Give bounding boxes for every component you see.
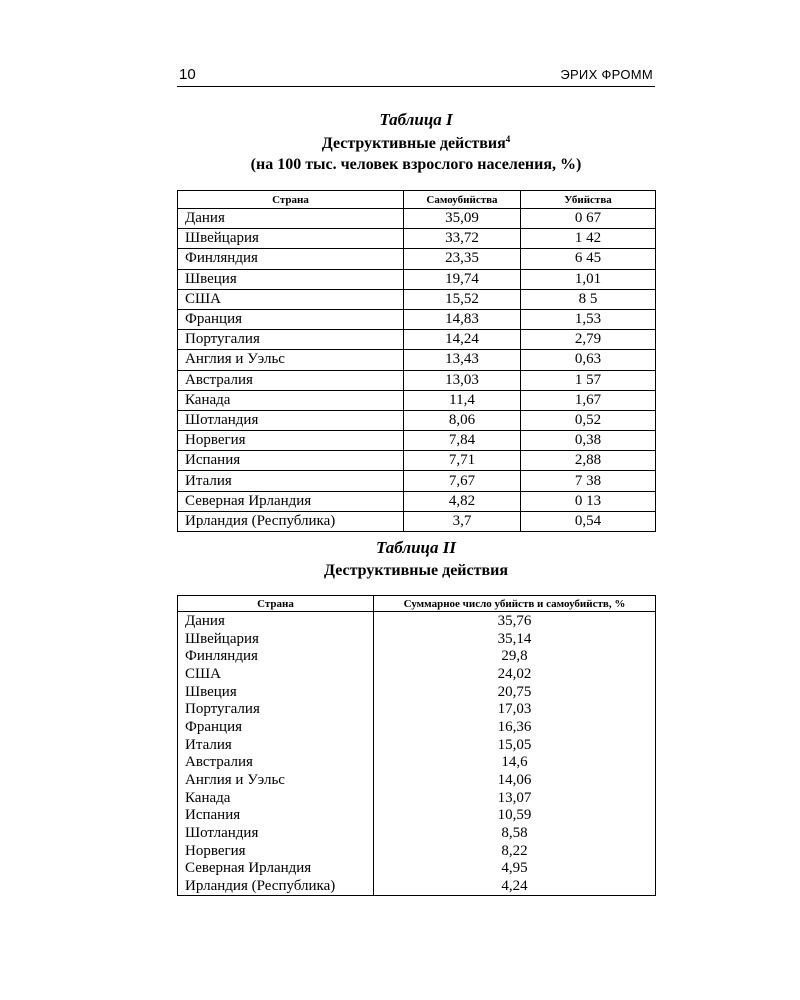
table-row bbox=[178, 269, 656, 289]
value-cell: 13,43 bbox=[404, 350, 521, 370]
table-row bbox=[178, 229, 656, 249]
value-cell: 16,36 bbox=[374, 718, 656, 736]
table1-title-text: Деструктивные действия bbox=[321, 135, 506, 152]
table-row bbox=[178, 370, 656, 390]
value-cell: 29,8 bbox=[374, 647, 656, 665]
value-cell: 7,71 bbox=[404, 451, 521, 471]
country-cell: Швеция bbox=[178, 683, 374, 701]
value-cell: 1,53 bbox=[521, 309, 656, 329]
table-row bbox=[178, 718, 656, 736]
country-cell: США bbox=[178, 665, 374, 683]
country-cell: Дания bbox=[178, 612, 374, 630]
table-row bbox=[178, 431, 656, 451]
value-cell: 4,82 bbox=[404, 491, 521, 511]
country-cell: Финляндия bbox=[178, 647, 374, 665]
table2-title: Деструктивные действия bbox=[324, 562, 508, 579]
table2-col-country: Страна bbox=[178, 596, 374, 612]
value-cell: 14,83 bbox=[404, 309, 521, 329]
value-cell: 35,09 bbox=[404, 209, 521, 229]
value-cell: 15,52 bbox=[404, 289, 521, 309]
value-cell: 33,72 bbox=[404, 229, 521, 249]
country-cell: Швейцария bbox=[178, 229, 404, 249]
page-number: 10 bbox=[179, 66, 196, 83]
country-cell: Испания bbox=[178, 807, 374, 825]
table1-label: Таблица I bbox=[379, 110, 453, 129]
table-row bbox=[178, 754, 656, 772]
country-cell: Канада bbox=[178, 789, 374, 807]
country-cell: США bbox=[178, 289, 404, 309]
footnote-mark: 4 bbox=[505, 134, 511, 144]
table1-col-homicides: Убийства bbox=[521, 191, 656, 209]
value-cell: 1,01 bbox=[521, 269, 656, 289]
table-row bbox=[178, 511, 656, 531]
country-cell: Ирландия (Республика) bbox=[178, 511, 404, 531]
table-row bbox=[178, 309, 656, 329]
country-cell: Шотландия bbox=[178, 410, 404, 430]
table-row bbox=[178, 289, 656, 309]
country-cell: Франция bbox=[178, 718, 374, 736]
value-cell: 1,67 bbox=[521, 390, 656, 410]
value-cell: 14,24 bbox=[404, 330, 521, 350]
value-cell: 3,7 bbox=[404, 511, 521, 531]
value-cell: 20,75 bbox=[374, 683, 656, 701]
country-cell: Швеция bbox=[178, 269, 404, 289]
table-row bbox=[178, 350, 656, 370]
table-row bbox=[178, 410, 656, 430]
table2-col-total: Суммарное число убийств и самоубийств, % bbox=[374, 596, 656, 612]
country-cell: Северная Ирландия bbox=[178, 491, 404, 511]
country-cell: Дания bbox=[178, 209, 404, 229]
country-cell: Англия и Уэльс bbox=[178, 771, 374, 789]
value-cell: 4,24 bbox=[374, 877, 656, 895]
table-row bbox=[178, 630, 656, 648]
value-cell: 0 13 bbox=[521, 491, 656, 511]
value-cell: 14,6 bbox=[374, 754, 656, 772]
table-row bbox=[178, 491, 656, 511]
value-cell: 10,59 bbox=[374, 807, 656, 825]
country-cell: Шотландия bbox=[178, 824, 374, 842]
value-cell: 8,06 bbox=[404, 410, 521, 430]
value-cell: 7,84 bbox=[404, 431, 521, 451]
value-cell: 8,58 bbox=[374, 824, 656, 842]
table-row bbox=[178, 789, 656, 807]
table-row bbox=[178, 860, 656, 878]
value-cell: 0 67 bbox=[521, 209, 656, 229]
value-cell: 7,67 bbox=[404, 471, 521, 491]
value-cell: 7 38 bbox=[521, 471, 656, 491]
country-cell: Швейцария bbox=[178, 630, 374, 648]
value-cell: 0,54 bbox=[521, 511, 656, 531]
country-cell: Канада bbox=[178, 390, 404, 410]
table-row bbox=[178, 612, 656, 630]
country-cell: Италия bbox=[178, 471, 404, 491]
value-cell: 8,22 bbox=[374, 842, 656, 860]
country-cell: Северная Ирландия bbox=[178, 860, 374, 878]
value-cell: 23,35 bbox=[404, 249, 521, 269]
country-cell: Ирландия (Республика) bbox=[178, 877, 374, 895]
table2 bbox=[177, 595, 656, 896]
value-cell: 8 5 bbox=[521, 289, 656, 309]
value-cell: 35,14 bbox=[374, 630, 656, 648]
value-cell: 14,06 bbox=[374, 771, 656, 789]
table-row bbox=[178, 647, 656, 665]
country-cell: Норвегия bbox=[178, 842, 374, 860]
value-cell: 11,4 bbox=[404, 390, 521, 410]
page-header bbox=[177, 62, 655, 87]
country-cell: Италия bbox=[178, 736, 374, 754]
table-row bbox=[178, 249, 656, 269]
table1-header-row bbox=[178, 191, 656, 209]
country-cell: Франция bbox=[178, 309, 404, 329]
value-cell: 2,79 bbox=[521, 330, 656, 350]
value-cell: 1 42 bbox=[521, 229, 656, 249]
value-cell: 2,88 bbox=[521, 451, 656, 471]
table-row bbox=[178, 330, 656, 350]
country-cell: Финляндия bbox=[178, 249, 404, 269]
table1 bbox=[177, 190, 656, 532]
value-cell: 1 57 bbox=[521, 370, 656, 390]
table-row bbox=[178, 700, 656, 718]
table-row bbox=[178, 807, 656, 825]
table2-header-row bbox=[178, 596, 656, 612]
value-cell: 0,63 bbox=[521, 350, 656, 370]
table-row bbox=[178, 471, 656, 491]
table2-label: Таблица II bbox=[376, 538, 456, 557]
table-row bbox=[178, 390, 656, 410]
table1-col-suicides: Самоубийства bbox=[404, 191, 521, 209]
country-cell: Португалия bbox=[178, 700, 374, 718]
value-cell: 13,07 bbox=[374, 789, 656, 807]
value-cell: 17,03 bbox=[374, 700, 656, 718]
table-row bbox=[178, 683, 656, 701]
table-row bbox=[178, 209, 656, 229]
country-cell: Норвегия bbox=[178, 431, 404, 451]
value-cell: 35,76 bbox=[374, 612, 656, 630]
value-cell: 0,52 bbox=[521, 410, 656, 430]
country-cell: Австралия bbox=[178, 370, 404, 390]
value-cell: 13,03 bbox=[404, 370, 521, 390]
value-cell: 6 45 bbox=[521, 249, 656, 269]
table1-subtitle: (на 100 тыс. человек взрослого населения, %) bbox=[250, 156, 582, 173]
table-row bbox=[178, 842, 656, 860]
table-row bbox=[178, 877, 656, 895]
running-head: ЭРИХ ФРОММ bbox=[560, 67, 653, 82]
table-row bbox=[178, 451, 656, 471]
table1-col-country: Страна bbox=[178, 191, 404, 209]
country-cell: Англия и Уэльс bbox=[178, 350, 404, 370]
value-cell: 15,05 bbox=[374, 736, 656, 754]
value-cell: 0,38 bbox=[521, 431, 656, 451]
table-row bbox=[178, 736, 656, 754]
table1-title bbox=[177, 134, 655, 153]
value-cell: 4,95 bbox=[374, 860, 656, 878]
value-cell: 19,74 bbox=[404, 269, 521, 289]
country-cell: Испания bbox=[178, 451, 404, 471]
country-cell: Португалия bbox=[178, 330, 404, 350]
value-cell: 24,02 bbox=[374, 665, 656, 683]
table-row bbox=[178, 771, 656, 789]
table-row bbox=[178, 824, 656, 842]
table-row bbox=[178, 665, 656, 683]
country-cell: Австралия bbox=[178, 754, 374, 772]
